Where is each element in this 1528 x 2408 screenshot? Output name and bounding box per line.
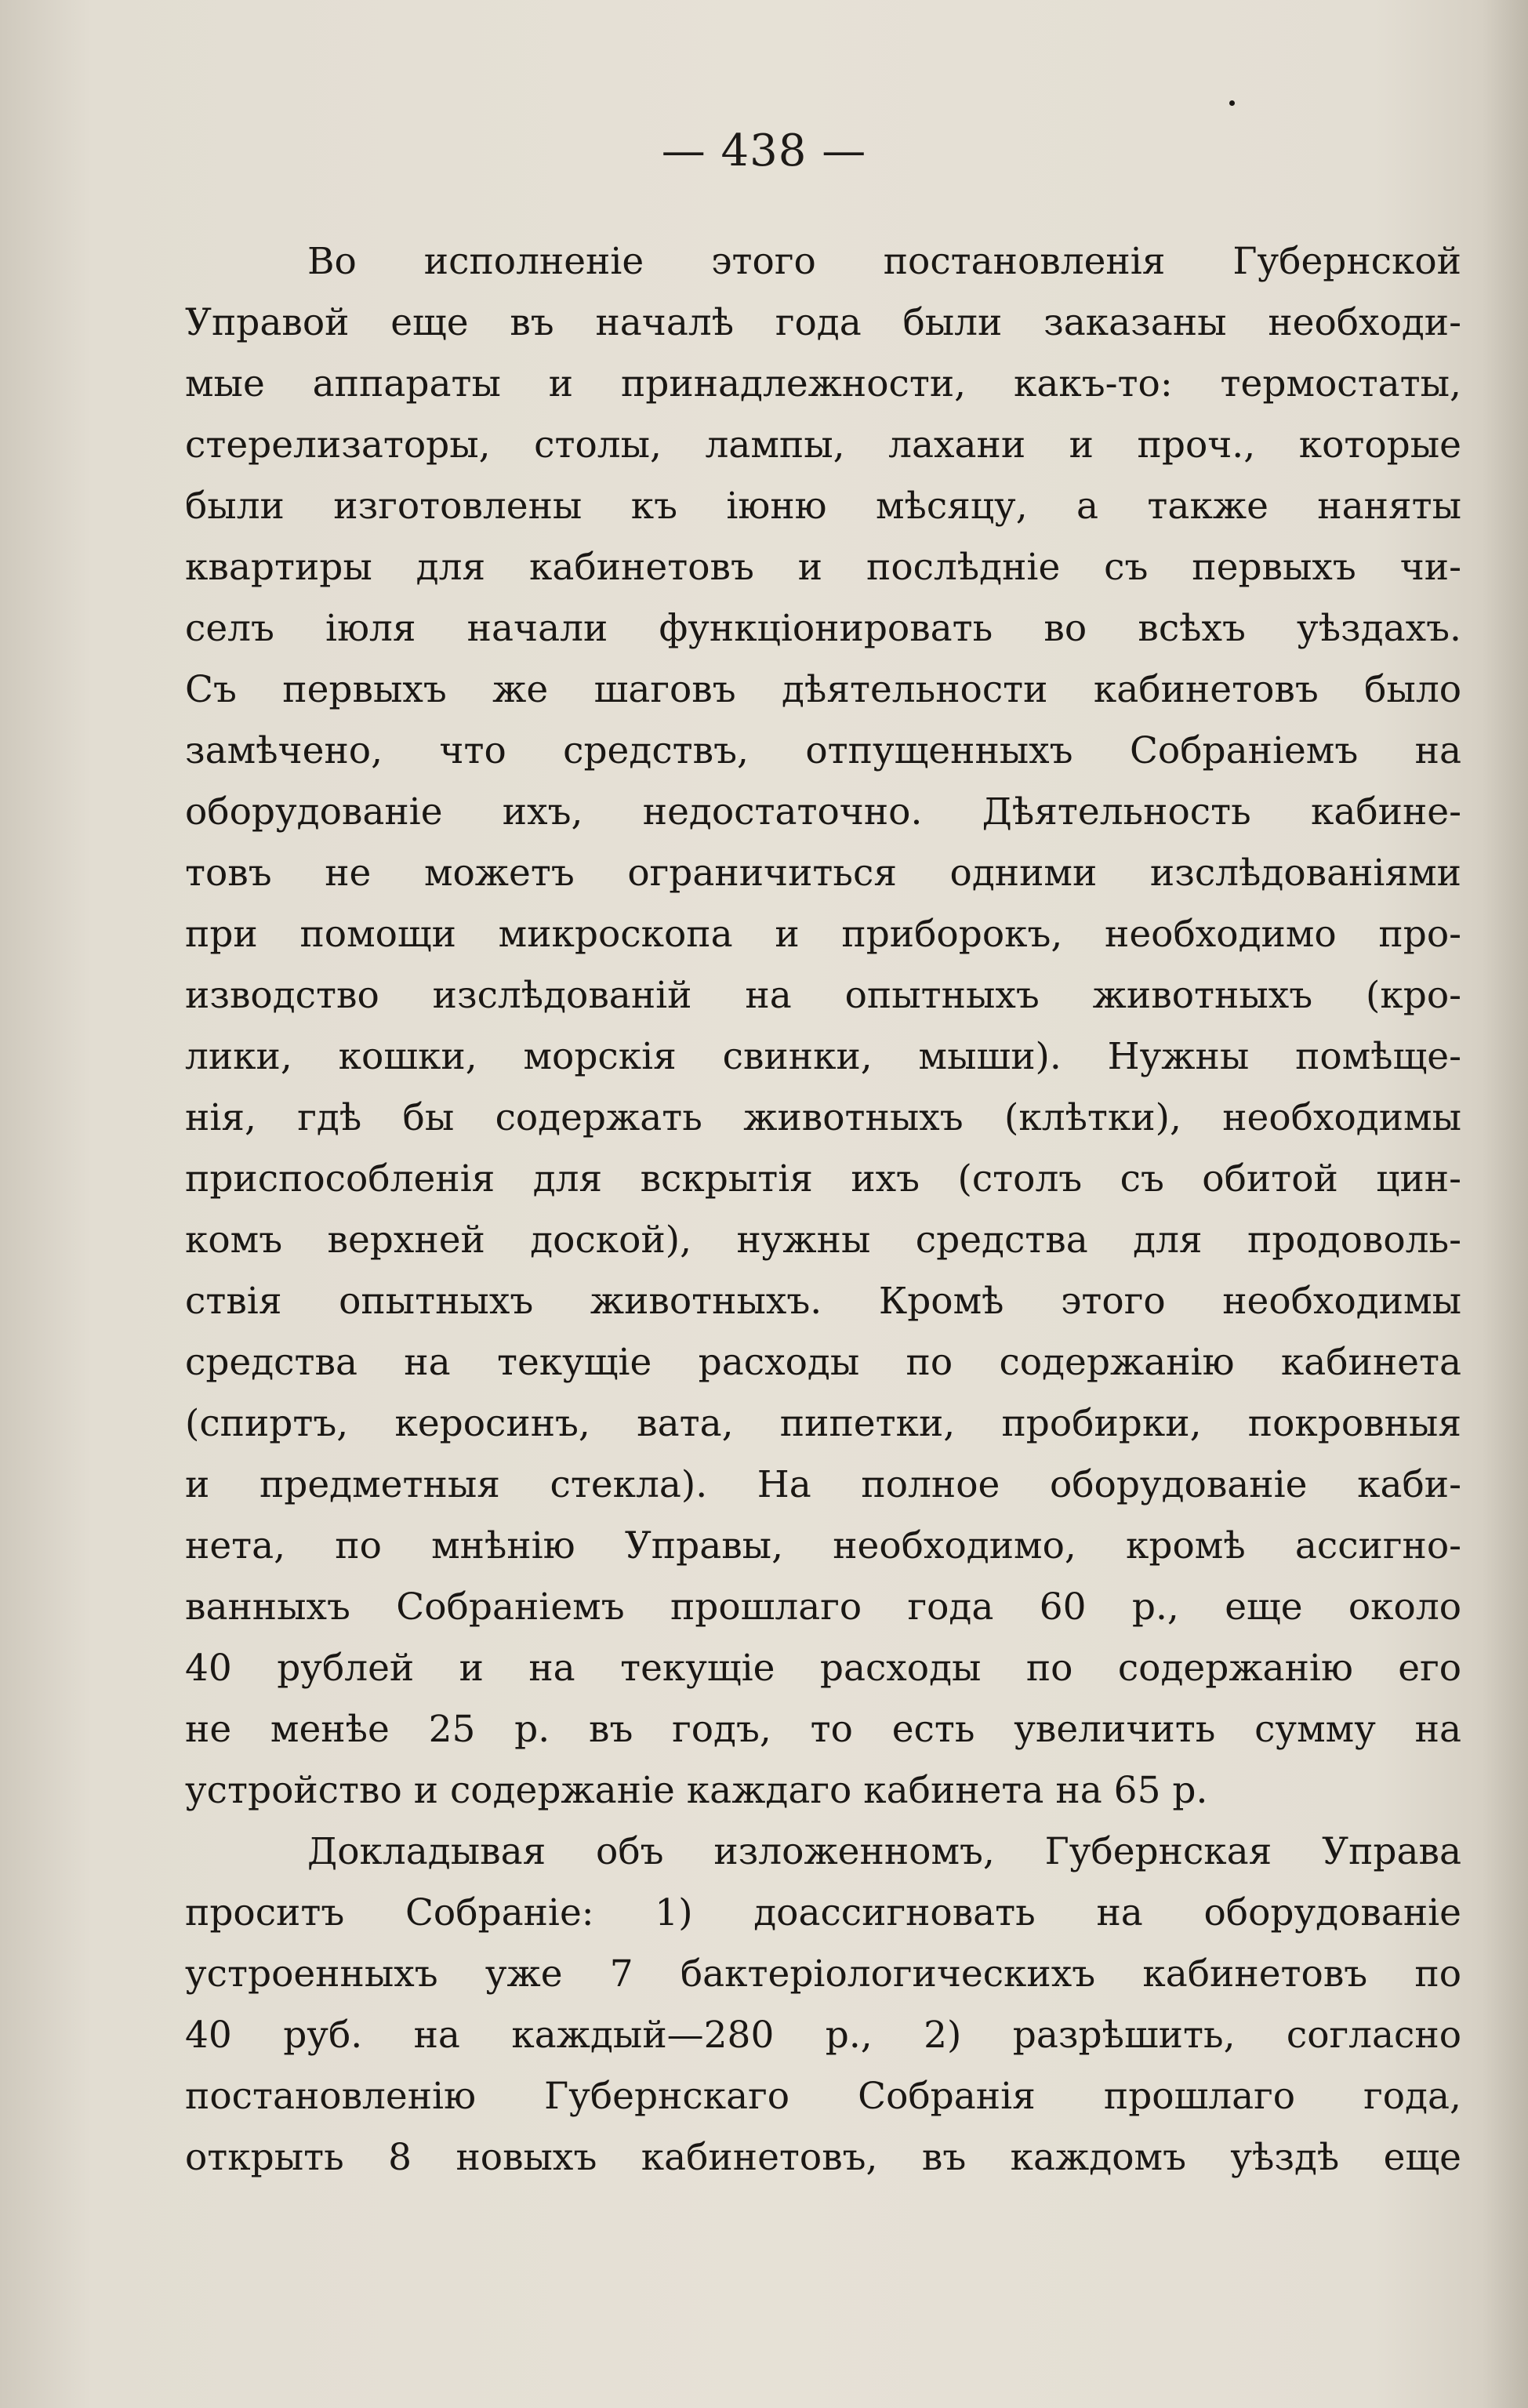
body-text: [185, 231, 1461, 2188]
text-line: не менѣе 25 р. въ годъ, то есть увеличить сумму на: [185, 1708, 1461, 1751]
page-number: — 438 —: [661, 125, 867, 176]
text-line: Докладывая объ изложенномъ, Губернская Управа: [307, 1830, 1461, 1873]
text-line: и предметныя стекла). На полное оборудованіе каби-: [185, 1463, 1461, 1506]
text-line: устройство и содержаніе каждаго кабинета на 65 р.: [185, 1769, 1208, 1812]
text-line: товъ не можетъ ограничиться одними изслѣдованіями: [185, 852, 1461, 895]
text-line: проситъ Собраніе: 1) доассигновать на оборудованіе: [185, 1891, 1461, 1934]
text-line: средства на текущіе расходы по содержанію кабинета: [185, 1341, 1461, 1384]
text-line: при помощи микроскопа и приборокъ, необходимо про-: [185, 913, 1461, 956]
text-line: открыть 8 новыхъ кабинетовъ, въ каждомъ уѣздѣ еще: [185, 2136, 1461, 2179]
text-line: приспособленія для вскрытія ихъ (столъ съ обитой цин-: [185, 1157, 1461, 1200]
text-line: нія, гдѣ бы содержать животныхъ (клѣтки), необходимы: [185, 1096, 1461, 1139]
text-line: квартиры для кабинетовъ и послѣдніе съ первыхъ чи-: [185, 546, 1461, 589]
text-line: замѣчено, что средствъ, отпущенныхъ Собраніемъ на: [185, 729, 1461, 772]
text-line: ствія опытныхъ животныхъ. Кромѣ этого необходимы: [185, 1280, 1461, 1323]
text-line: (спиртъ, керосинъ, вата, пипетки, пробирки, покровныя: [185, 1402, 1461, 1445]
text-line: лики, кошки, морскія свинки, мыши). Нужны помѣще-: [185, 1035, 1461, 1078]
text-line: оборудованіе ихъ, недостаточно. Дѣятельность кабине-: [185, 790, 1461, 834]
text-line: мые аппараты и принадлежности, какъ-то: термостаты,: [185, 362, 1461, 405]
text-line: нета, по мнѣнію Управы, необходимо, кромѣ ассигно-: [185, 1524, 1461, 1567]
text-line: Съ первыхъ же шаговъ дѣятельности кабинетовъ было: [185, 668, 1461, 711]
text-line: были изготовлены къ іюню мѣсяцу, а также наняты: [185, 485, 1461, 528]
text-line: постановленію Губернскаго Собранія прошлаго года,: [185, 2075, 1461, 2118]
text-line: комъ верхней доской), нужны средства для продоволь-: [185, 1219, 1461, 1262]
text-line: 40 рублей и на текущіе расходы по содержанію его: [185, 1647, 1461, 1690]
text-line: ванныхъ Собраніемъ прошлаго года 60 р., еще около: [185, 1585, 1461, 1629]
ink-speck: [1229, 100, 1235, 106]
text-line: Управой еще въ началѣ года были заказаны необходи-: [185, 301, 1461, 344]
text-line: Во исполненіе этого постановленія Губернской: [307, 240, 1461, 283]
text-line: изводство изслѣдованій на опытныхъ животныхъ (кро-: [185, 974, 1461, 1017]
text-line: устроенныхъ уже 7 бактеріологическихъ кабинетовъ по: [185, 1952, 1461, 1996]
text-line: стерелизаторы, столы, лампы, лахани и проч., которые: [185, 423, 1461, 467]
text-line: селъ іюля начали функціонировать во всѣхъ уѣздахъ.: [185, 607, 1461, 650]
text-line: 40 руб. на каждый—280 р., 2) разрѣшить, согласно: [185, 2014, 1461, 2057]
